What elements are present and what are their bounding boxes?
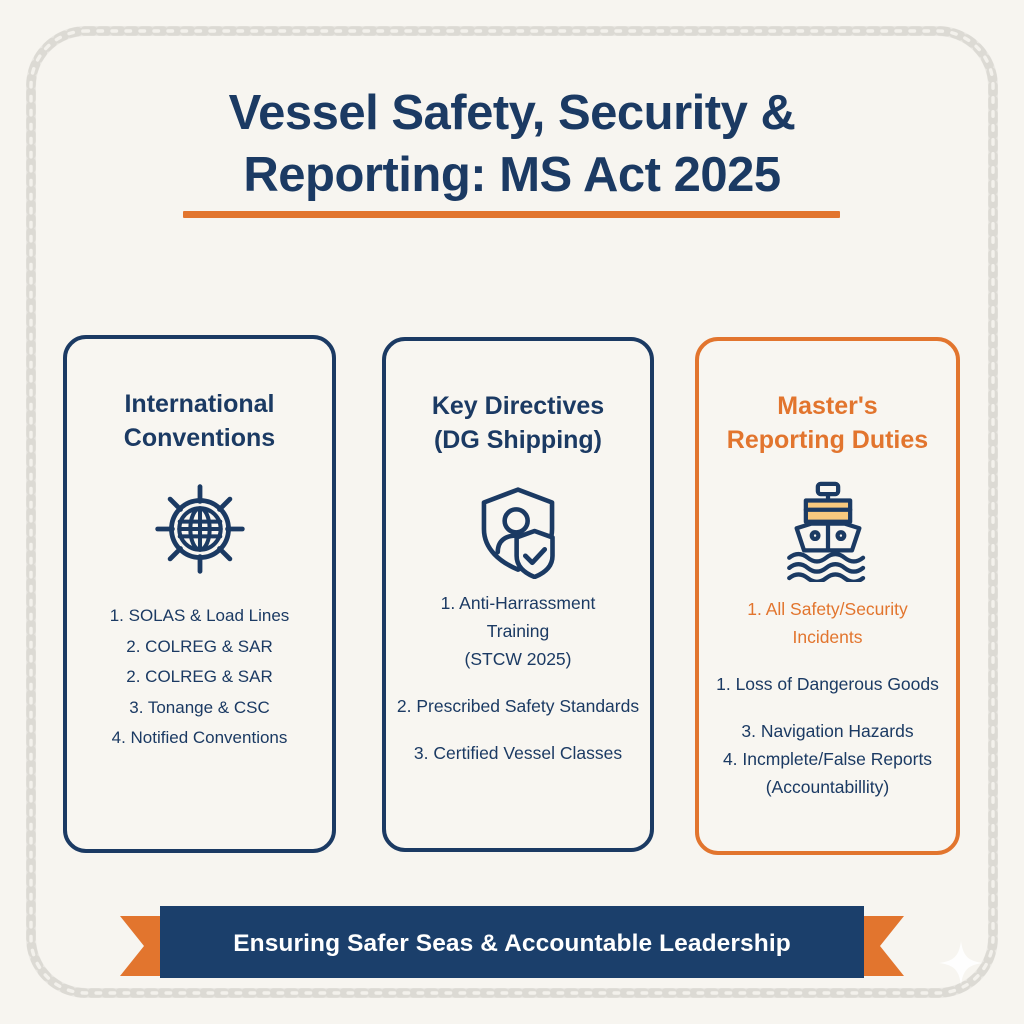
card-heading-line-2: (DG Shipping)	[433, 426, 603, 454]
list-item: 2. Prescribed Safety Standards	[396, 696, 640, 716]
sparkle-icon	[938, 940, 984, 986]
card-heading-line-1: International	[124, 390, 275, 418]
card-heading	[75, 387, 324, 455]
card-list	[59, 601, 340, 754]
ships-wheel-globe-icon	[154, 483, 246, 575]
list-item: (STCW 2025)	[464, 649, 572, 669]
card-list	[378, 589, 658, 767]
list-item: 4. Notified Conventions	[111, 728, 288, 747]
card-icon-slot	[67, 477, 332, 581]
list-item: 1. All Safety/Security	[747, 599, 908, 619]
card-icon-slot	[386, 479, 650, 583]
list-item: 1. Loss of Dangerous Goods	[716, 674, 939, 694]
card-key-directives[interactable]	[382, 337, 654, 852]
banner-label: Ensuring Safer Seas & Accountable Leadership	[233, 930, 791, 957]
list-item: 3. Tonange & CSC	[129, 697, 270, 717]
card-heading-line-1: Key Directives	[431, 392, 605, 420]
list-item: 1. SOLAS & Load Lines	[109, 606, 290, 625]
list-item: 1. Anti-Harrassment	[440, 593, 596, 613]
footer-banner	[120, 900, 904, 992]
card-heading	[394, 389, 642, 457]
list-item: Incidents	[792, 627, 863, 647]
shield-person-check-icon	[472, 483, 564, 579]
list-item: (Accountabillity)	[765, 777, 890, 797]
title-line-1: Vessel Safety, Security &	[228, 86, 796, 140]
list-item: 3. Navigation Hazards	[741, 721, 914, 741]
card-list	[691, 595, 964, 801]
page-title	[0, 82, 1024, 206]
list-item: 4. Incmplete/False Reports	[722, 749, 933, 769]
title-line-2: Reporting: MS Act 2025	[243, 148, 781, 202]
title-underline-rule	[183, 211, 840, 218]
list-item: 3. Certified Vessel Classes	[413, 743, 623, 763]
list-item: 2. COLREG & SAR	[126, 636, 273, 656]
card-heading-line-2: Reporting Duties	[726, 426, 929, 454]
card-heading	[707, 389, 948, 457]
card-heading-line-2: Conventions	[123, 424, 276, 452]
card-international-conventions[interactable]	[63, 335, 336, 853]
list-item: Training	[486, 621, 550, 641]
card-heading-line-1: Master's	[777, 392, 878, 420]
card-masters-reporting-duties[interactable]	[695, 337, 960, 855]
ship-front-waves-icon	[780, 480, 876, 582]
card-icon-slot	[699, 479, 956, 583]
list-item: 2. COLREG & SAR	[126, 667, 273, 686]
